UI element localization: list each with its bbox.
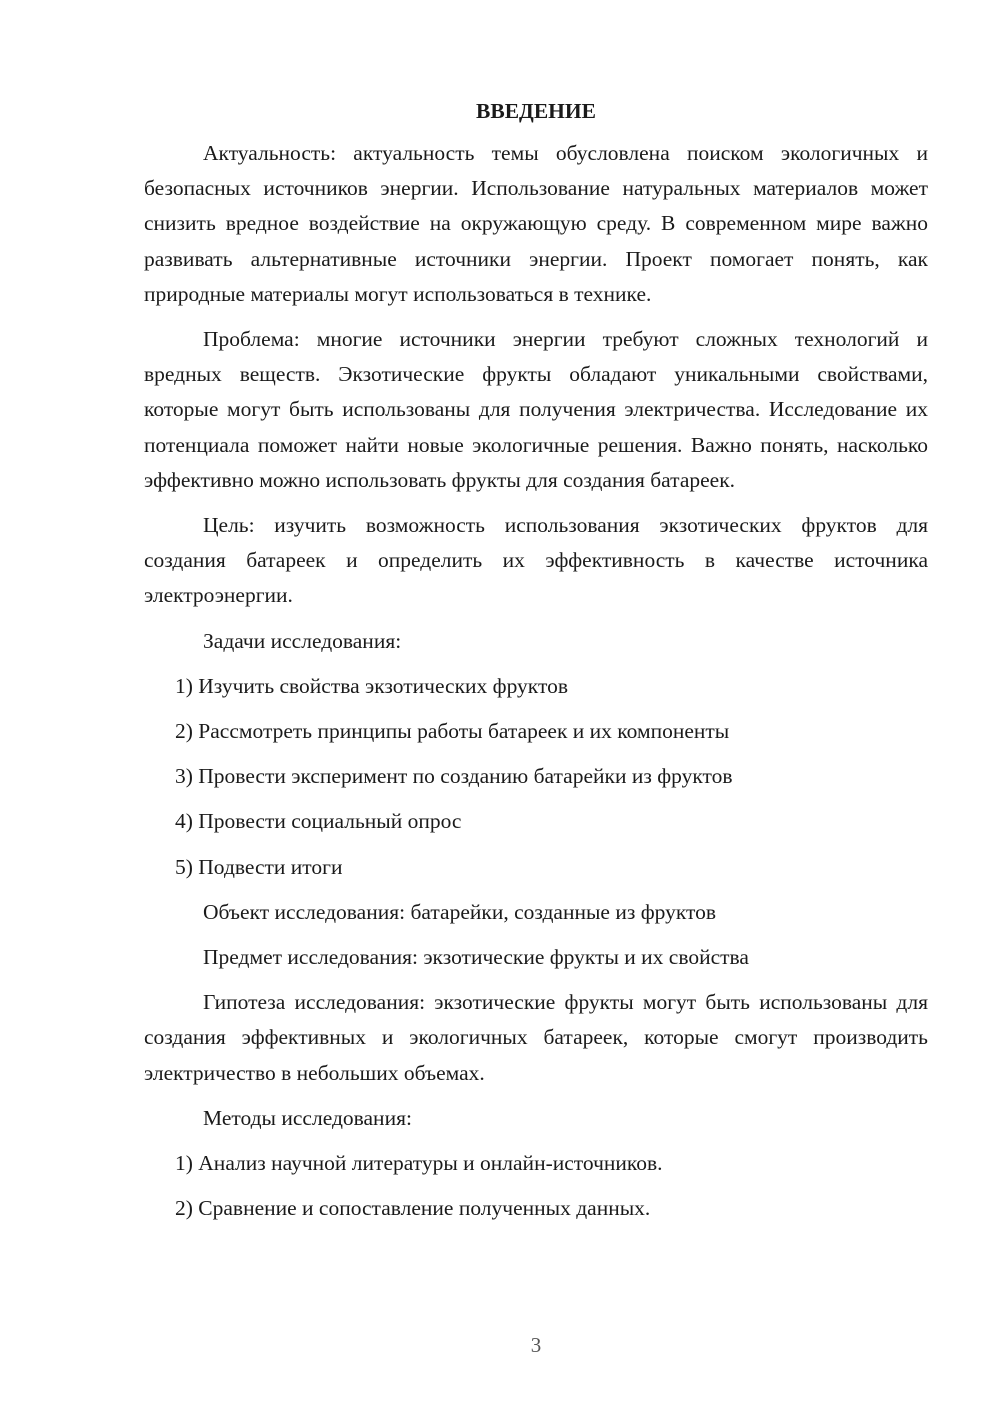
list-item: 5) Подвести итоги xyxy=(175,854,343,879)
methods-list xyxy=(144,1146,928,1226)
tasks-list xyxy=(144,669,928,885)
list-item: 2) Рассмотреть принципы работы батареек и их компоненты xyxy=(175,719,730,744)
section-title: ВВЕДЕНИЕ xyxy=(476,99,596,123)
subject-line: Предмет исследования: экзотические фрукты и их свойства xyxy=(203,945,749,970)
list-item: 2) Сравнение и сопоставление полученных данных. xyxy=(175,1196,651,1221)
hypothesis-paragraph: Гипотеза исследования: экзотические фрукты могут быть использованы для создания эффективных и экологичных батареек, которые смогут производить электричество в небольших объемах. xyxy=(144,990,928,1085)
methods-heading: Методы исследования: xyxy=(203,1105,412,1130)
page-number: 3 xyxy=(530,1333,542,1357)
list-item: 4) Провести социальный опрос xyxy=(175,809,462,834)
tasks-heading: Задачи исследования: xyxy=(203,628,402,653)
problem-paragraph: Проблема: многие источники энергии требуют сложных технологий и вредных веществ. Экзотические фрукты обладают уникальными свойствами, которые могут быть использованы для получения электричества. Исследование их потенциала поможет найти новые экологичные решения. Важно понять, насколько эффективно можно использовать фрукты для создания батареек. xyxy=(144,327,928,492)
list-item: 3) Провести эксперимент по созданию батарейки из фруктов xyxy=(175,764,733,789)
relevance-paragraph: Актуальность: актуальность темы обусловлена поиском экологичных и безопасных источников энергии. Использование натуральных материалов может снизить вредное воздействие на окружающую среду. В современном мире важно развивать альтернативные источники энергии. Проект помогает понять, как природные материалы могут использоваться в технике. xyxy=(144,141,928,306)
list-item: 1) Изучить свойства экзотических фруктов xyxy=(175,673,568,698)
object-line: Объект исследования: батарейки, созданные из фруктов xyxy=(203,899,717,924)
document-page xyxy=(144,96,928,1236)
goal-paragraph: Цель: изучить возможность использования экзотических фруктов для создания батареек и определить их эффективность в качестве источника электроэнергии. xyxy=(144,513,928,608)
list-item: 1) Анализ научной литературы и онлайн-источников. xyxy=(175,1151,663,1176)
